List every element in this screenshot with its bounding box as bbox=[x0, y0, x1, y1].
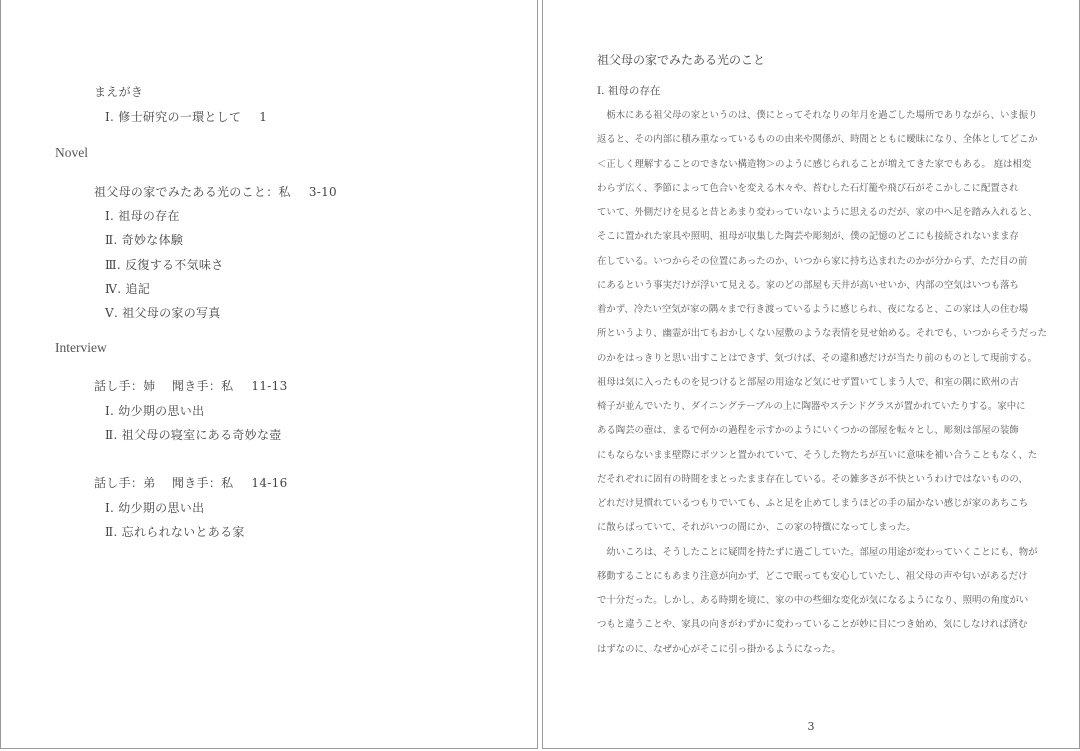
toc-entry-label: Ⅰ. 修士研究の一環として bbox=[105, 110, 242, 124]
toc-entry-page: 3-10 bbox=[308, 185, 337, 199]
text-line: 着かず、冷たい空気が家の隅々まで行き渡っているように感じられ、夜になると、この家は人の住む場 bbox=[597, 304, 1029, 315]
toc-entry-label: 話し手：弟 聞き手：私 bbox=[94, 476, 234, 490]
text-line: ていて、外側だけを見ると昔とあまり変わっていないように思えるのだが、家の中へ足を踏み入れると、 bbox=[597, 207, 1038, 218]
section-title-novel: Novel bbox=[55, 145, 88, 160]
text-line: のかをはっきりと思い出すことはできず、気づけば、その違和感だけが当たり前のものとして現前する。 bbox=[597, 352, 1037, 364]
text-line: 返ると、その内部に積み重なっているものの由来や関係が、時間とともに曖昧になり、全体としてどこか bbox=[597, 134, 1038, 146]
toc-subentry[interactable]: Ⅴ. 祖父母の家の写真 bbox=[105, 306, 221, 320]
text-line: わらず広く、季節によって色合いを変える木々や、苔むした石灯籠や飛び石がそこかしこに配置され bbox=[597, 182, 1019, 194]
left-page-table-of-contents bbox=[0, 0, 538, 749]
page-number: 3 bbox=[807, 720, 815, 733]
text-line: にもならないまま壁際にポツンと置かれていて、そうした物たちが互いに意味を補い合うこともなく、た bbox=[597, 449, 1038, 461]
toc-entry-interview[interactable] bbox=[94, 474, 288, 491]
right-page-novel-text bbox=[542, 0, 1080, 749]
toc-entry[interactable] bbox=[105, 108, 267, 125]
toc-subentry[interactable]: Ⅱ. 忘れられないとある家 bbox=[105, 525, 245, 539]
toc-entry-page: 14-16 bbox=[251, 476, 288, 490]
text-line: にあるという事実だけが浮いて見える。家のどの部屋も天井が高いせいか、内部の空気はいつも落ち bbox=[597, 279, 1019, 291]
text-line: 祖母は気に入ったものを見つけると部屋の用途など気にせず置いてしまう人で、和室の隅に欧州の古 bbox=[597, 376, 1019, 388]
text-line: 栃木にある祖父母の家というのは、僕にとってそれなりの年月を過ごした場所でありながら、いま振り bbox=[597, 110, 1038, 121]
toc-entry-novel-work[interactable] bbox=[94, 183, 337, 200]
section-title-interview: Interview bbox=[55, 340, 107, 355]
text-line: そこに置かれた家具や照明、祖母が収集した陶芸や彫刻が、僕の記憶のどこにも接続されないまま存 bbox=[597, 231, 1019, 243]
text-line: 幼いころは、そうしたことに疑問を持たずに過ごしていた。部屋の用途が変わっていくことにも、物が bbox=[597, 546, 1038, 558]
text-line: 椅子が並んでいたり、ダイニングテーブルの上に陶器やステンドグラスが置かれていたりする。家中に bbox=[597, 401, 1026, 412]
text-line: ＜正しく理解することのできない構造物＞のように感じられることが増えてきた家でもある。 庭は相変 bbox=[597, 158, 1032, 170]
text-line: はずなのに、なぜか心がそこに引っ掛かるようになった。 bbox=[597, 643, 841, 655]
text-line: 移動することにもあまり注意が向かず、どこで眠っても安心していたし、祖父母の声や匂いがあるだけ bbox=[597, 570, 1028, 582]
toc-entry-label: 話し手：姉 聞き手：私 bbox=[94, 379, 234, 393]
text-line: ある陶芸の壺は、まるで何かの過程を示すかのようにいくつかの部屋を転々とし、彫刻は部屋の装飾 bbox=[597, 425, 1019, 437]
text-line: だそれぞれに固有の時間をまとったまま存在している。その雑多さが不快というわけではないものの、 bbox=[597, 473, 1028, 485]
toc-subentry[interactable]: Ⅰ. 幼少期の思い出 bbox=[105, 404, 205, 418]
toc-subentry[interactable]: Ⅳ. 追記 bbox=[105, 282, 151, 296]
chapter-title: 祖父母の家でみたある光のこと bbox=[597, 53, 766, 67]
foreword-heading: まえがき bbox=[94, 85, 144, 99]
toc-entry-page: 1 bbox=[259, 110, 268, 124]
toc-subentry[interactable]: Ⅲ. 反復する不気味さ bbox=[105, 258, 224, 272]
text-line: つもと違うことや、家具の向きがわずかに変わっていることが妙に目につき始め、気にしなければ済む bbox=[597, 619, 1028, 631]
toc-subentry[interactable]: Ⅰ. 祖母の存在 bbox=[105, 209, 180, 223]
text-line: 在している。いつからその位置にあったのか、いつから家に持ち込まれたのかが分からず、ただ目の前 bbox=[597, 255, 1028, 267]
toc-subentry[interactable]: Ⅱ. 奇妙な体験 bbox=[105, 233, 184, 247]
toc-entry-interview[interactable] bbox=[94, 377, 288, 394]
toc-subentry[interactable]: Ⅰ. 幼少期の思い出 bbox=[105, 501, 205, 515]
toc-entry-label: 祖父母の家でみたある光のこと：私 bbox=[94, 185, 291, 199]
text-line: で十分だった。しかし、ある時期を境に、家の中の些細な変化が気になるようになり、照明の角度がい bbox=[597, 595, 1029, 606]
text-line: 所というより、幽霊が出てもおかしくない屋敷のような表情を見せ始める。それでも、いつからそうだった bbox=[597, 328, 1048, 340]
toc-entry-page: 11-13 bbox=[251, 379, 288, 393]
section-heading: Ⅰ. 祖母の存在 bbox=[597, 85, 661, 97]
text-line: に散らばっていて、それがいつの間にか、この家の特徴になってしまった。 bbox=[597, 522, 916, 534]
toc-subentry[interactable]: Ⅱ. 祖父母の寝室にある奇妙な壺 bbox=[105, 428, 282, 442]
text-line: どれだけ見慣れているつもりでいても、ふと足を止めてしまうほどの手の届かない感じが家のあちこち bbox=[597, 498, 1029, 509]
body-paragraphs bbox=[597, 104, 1048, 662]
